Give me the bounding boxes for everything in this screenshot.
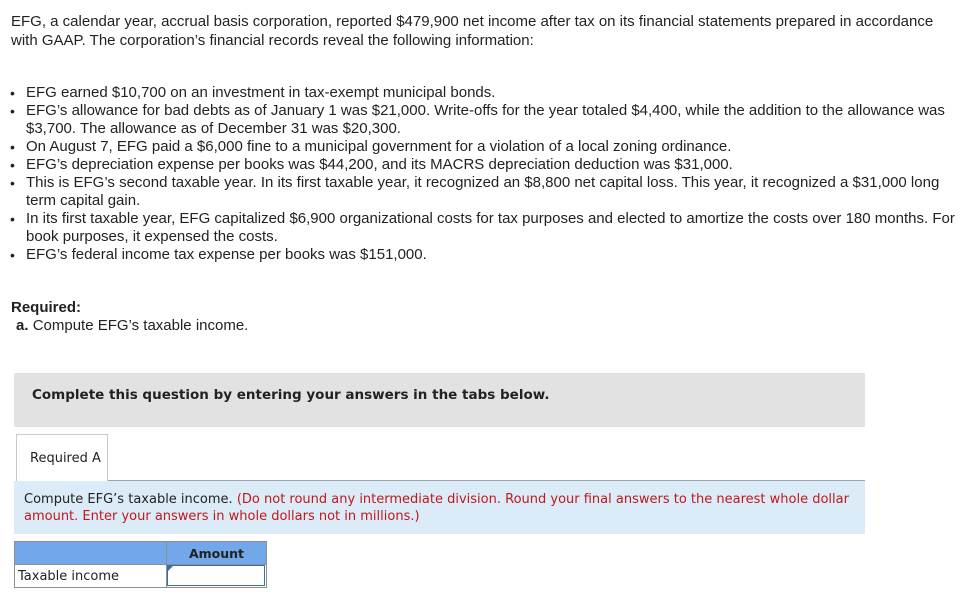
fact-item: • This is EFG’s second taxable year. In its first taxable year, it recognized an $8,800 net capital loss. This year, it recognized a $31,000 long term capital gain. xyxy=(26,174,961,210)
instructions-note: (Do not round any intermediate division. Round your final answers to the nearest whole dollar amount. Enter your answers in whole dollars not in millions.) xyxy=(24,492,849,524)
banner-text: Complete this question by entering your answers in the tabs below. xyxy=(32,387,550,403)
fact-item: • EFG’s allowance for bad debts as of January 1 was $21,000. Write-offs for the year totaled $4,400, while the addition to the allowance was $3,700. The allowance as of December 31 was $20,300. xyxy=(26,102,961,138)
required-a-letter: a. xyxy=(16,317,29,334)
tab-required-a[interactable] xyxy=(16,434,108,481)
fact-item: • EFG earned $10,700 on an investment in tax-exempt municipal bonds. xyxy=(26,84,961,102)
required-a xyxy=(16,317,248,334)
header-blank-cell xyxy=(15,542,167,565)
answer-table-header xyxy=(15,542,267,565)
required-a-text: Compute EFG’s taxable income. xyxy=(32,317,249,334)
required-heading: Required: xyxy=(11,299,82,316)
facts-list xyxy=(26,84,961,264)
tab-instructions xyxy=(14,481,865,534)
table-row xyxy=(15,565,267,588)
fact-item: • EFG’s depreciation expense per books was $44,200, and its MACRS depreciation deduction was $31,000. xyxy=(26,156,961,174)
instructions-banner xyxy=(14,373,865,427)
problem-intro: EFG, a calendar year, accrual basis corporation, reported $479,900 net income after tax on its financial statements prepared in accordance with GAAP. The corporation’s financial records reveal the following information: xyxy=(11,13,934,49)
taxable-income-cell xyxy=(167,565,267,588)
instructions-main: Compute EFG’s taxable income. xyxy=(24,492,233,507)
input-marker-icon xyxy=(168,566,173,571)
fact-item: • EFG’s federal income tax expense per books was $151,000. xyxy=(26,246,961,264)
fact-item: • On August 7, EFG paid a $6,000 fine to a municipal government for a violation of a local zoning ordinance. xyxy=(26,138,961,156)
answer-table xyxy=(14,541,267,588)
taxable-income-input[interactable] xyxy=(167,565,265,586)
fact-item: • In its first taxable year, EFG capitalized $6,900 organizational costs for tax purposes and elected to amortize the costs over 180 months. For book purposes, it expensed the costs. xyxy=(26,210,961,246)
taxable-income-label: Taxable income xyxy=(15,565,167,588)
tab-required-a-label: Required A xyxy=(30,451,101,466)
header-amount: Amount xyxy=(167,542,267,565)
